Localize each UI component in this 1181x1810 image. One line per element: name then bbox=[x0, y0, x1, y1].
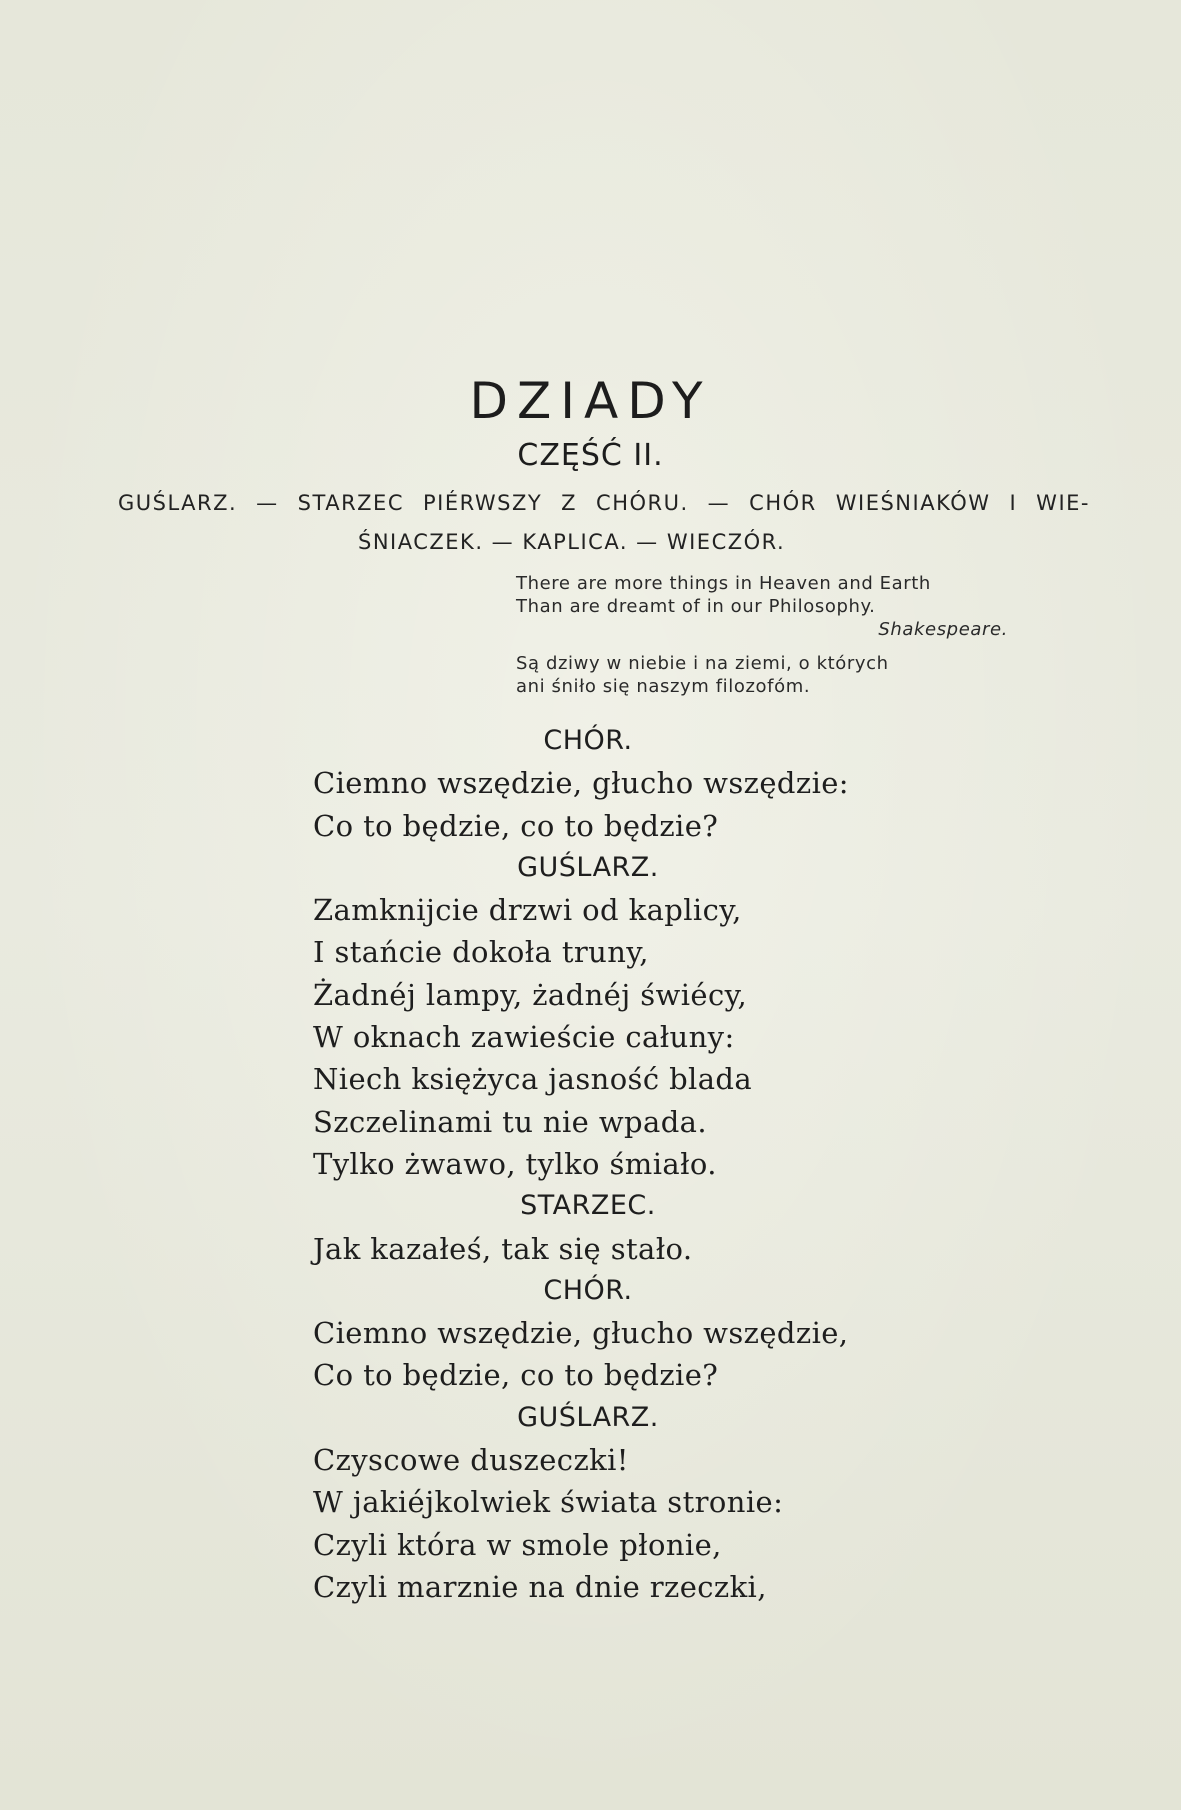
page-title: DZIADY bbox=[469, 372, 712, 430]
verse-line: Co to będzie, co to będzie? bbox=[313, 808, 719, 843]
verse-line: Tylko żwawo, tylko śmiało. bbox=[313, 1146, 717, 1181]
epigraph bbox=[516, 572, 1036, 698]
verse-line: Czyli która w smole płonie, bbox=[313, 1527, 722, 1562]
verse-line: W oknach zawieście całuny: bbox=[313, 1020, 735, 1055]
verse-line: Zamknijcie drzwi od kaplicy, bbox=[313, 893, 742, 928]
speaker-heading: CHÓR. bbox=[543, 725, 633, 756]
epigraph-polish-line: ani śniło się naszym filozofóm. bbox=[516, 676, 811, 697]
verse-line: W jakiéjkolwiek świata stronie: bbox=[313, 1485, 784, 1520]
verse-line: Niech księżyca jasność blada bbox=[313, 1062, 753, 1097]
verse-line: Czyli marznie na dnie rzeczki, bbox=[313, 1569, 767, 1604]
epigraph-polish-line: Są dziwy w niebie i na ziemi, o których bbox=[516, 653, 889, 674]
verse-line: Jak kazałeś, tak się stało. bbox=[313, 1231, 693, 1266]
dramatis-personae bbox=[118, 484, 1098, 562]
verse-line: Żadnéj lampy, żadnéj świécy, bbox=[313, 977, 748, 1012]
speaker-heading: STARZEC. bbox=[520, 1190, 656, 1222]
page-subtitle: CZĘŚĆ II. bbox=[517, 438, 664, 473]
verse-line: Ciemno wszędzie, głucho wszędzie: bbox=[313, 766, 849, 801]
speaker-heading: GUŚLARZ. bbox=[517, 1401, 659, 1433]
verse-body bbox=[313, 720, 1013, 1608]
dramatis-personae-line-1: GUŚLARZ. — STARZEC PIÉRWSZY Z CHÓRU. — CHÓR WIEŚNIAKÓW I WIE- bbox=[118, 491, 1090, 515]
verse-line: Szczelinami tu nie wpada. bbox=[313, 1104, 707, 1139]
verse-line: Czyscowe duszeczki! bbox=[313, 1443, 629, 1478]
verse-line: Co to będzie, co to będzie? bbox=[313, 1358, 719, 1393]
epigraph-english-line: Than are dreamt of in our Philosophy. bbox=[516, 596, 876, 617]
verse-line: Ciemno wszędzie, głucho wszędzie, bbox=[313, 1316, 849, 1351]
verse-line: I stańcie dokoła truny, bbox=[313, 935, 649, 970]
epigraph-author: Shakespeare. bbox=[878, 619, 1008, 640]
speaker-heading: GUŚLARZ. bbox=[517, 851, 659, 883]
dramatis-personae-line-2: ŚNIACZEK. — KAPLICA. — WIECZÓR. bbox=[358, 530, 786, 554]
speaker-heading: CHÓR. bbox=[543, 1274, 633, 1306]
epigraph-english-line: There are more things in Heaven and Earth bbox=[516, 573, 931, 594]
